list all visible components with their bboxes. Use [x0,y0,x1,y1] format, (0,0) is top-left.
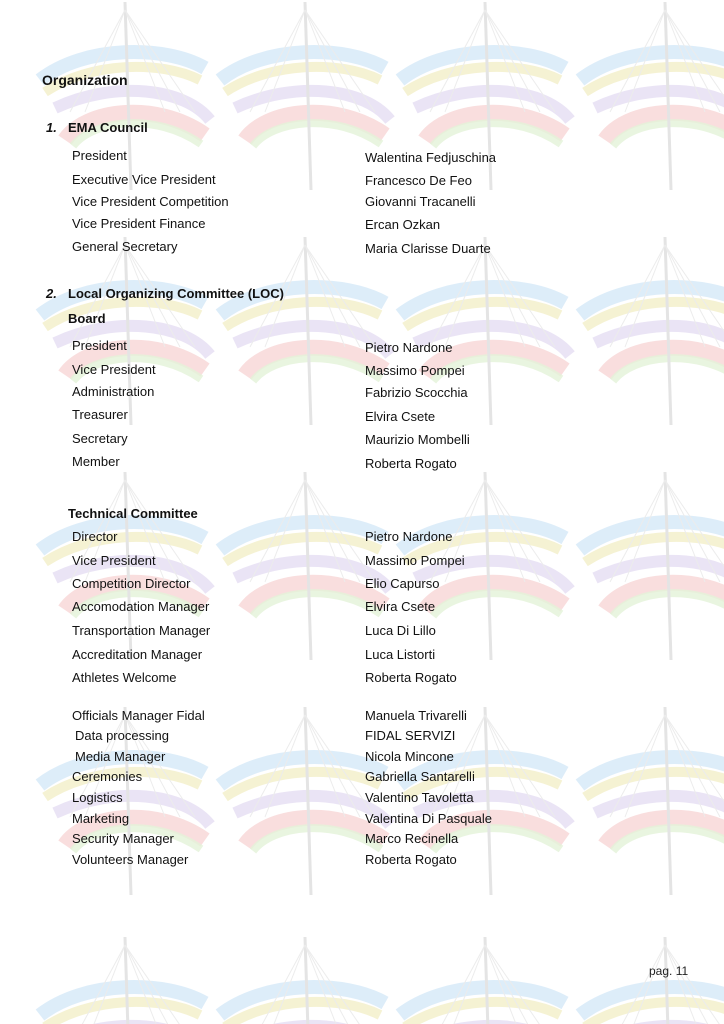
role-label: Volunteers Manager [72,852,189,867]
role-label: Administration [72,384,155,399]
person-name: Giovanni Tracanelli [365,194,476,209]
role-label: Treasurer [72,407,128,422]
person-name: Elvira Csete [365,599,436,614]
person-name: Fabrizio Scocchia [365,385,468,400]
person-name: Luca Di Lillo [365,623,436,638]
person-name: Luca Listorti [365,647,436,662]
person-name: Roberta Rogato [365,852,457,867]
section-number: 2. [46,286,57,301]
section-heading: EMA Council [68,120,148,135]
person-name: Manuela Trivarelli [365,708,467,723]
person-name: Ercan Ozkan [365,217,441,232]
role-label: Logistics [72,790,123,805]
person-name: Massimo Pompei [365,553,465,568]
person-name: Gabriella Santarelli [365,769,475,784]
role-label: Officials Manager Fidal [72,708,205,723]
person-name: Roberta Rogato [365,456,457,471]
role-label: Vice President [72,362,156,377]
section-number: 1. [46,120,57,135]
subsection-heading: Technical Committee [68,506,198,521]
person-name: Massimo Pompei [365,363,465,378]
role-label: Security Manager [72,831,174,846]
role-label: Executive Vice President [72,172,216,187]
person-name: Pietro Nardone [365,340,453,355]
subsection-heading: Board [68,311,106,326]
role-label: Athletes Welcome [72,670,177,685]
person-name: Walentina Fedjuschina [365,150,497,165]
person-name: Valentino Tavoletta [365,790,474,805]
role-label: Accomodation Manager [72,599,210,614]
role-label: Vice President Competition [72,194,229,209]
role-label: Marketing [72,811,130,826]
role-label: General Secretary [72,239,178,254]
person-name: Elvira Csete [365,409,436,424]
role-label: Media Manager [75,749,166,764]
role-label: Vice President [72,553,156,568]
page-number: pag. 11 [649,964,689,978]
person-name: Marco Recinella [365,831,459,846]
page-title: Organization [42,72,128,88]
role-label: Accreditation Manager [72,647,203,662]
person-name: FIDAL SERVIZI [365,728,456,743]
role-label: Ceremonies [72,769,143,784]
role-label: President [72,148,127,163]
person-name: Valentina Di Pasquale [365,811,492,826]
role-label: Competition Director [72,576,191,591]
person-name: Maria Clarisse Duarte [365,241,491,256]
person-name: Pietro Nardone [365,529,453,544]
person-name: Francesco De Feo [365,173,472,188]
role-label: Data processing [75,728,169,743]
person-name: Elio Capurso [365,576,440,591]
person-name: Maurizio Mombelli [365,432,470,447]
role-label: Member [72,454,120,469]
role-label: President [72,338,127,353]
person-name: Roberta Rogato [365,670,457,685]
role-label: Secretary [72,431,128,446]
section-heading: Local Organizing Committee (LOC) [68,286,284,301]
role-label: Director [72,529,118,544]
role-label: Transportation Manager [72,623,211,638]
role-label: Vice President Finance [72,216,206,231]
person-name: Nicola Mincone [365,749,454,764]
